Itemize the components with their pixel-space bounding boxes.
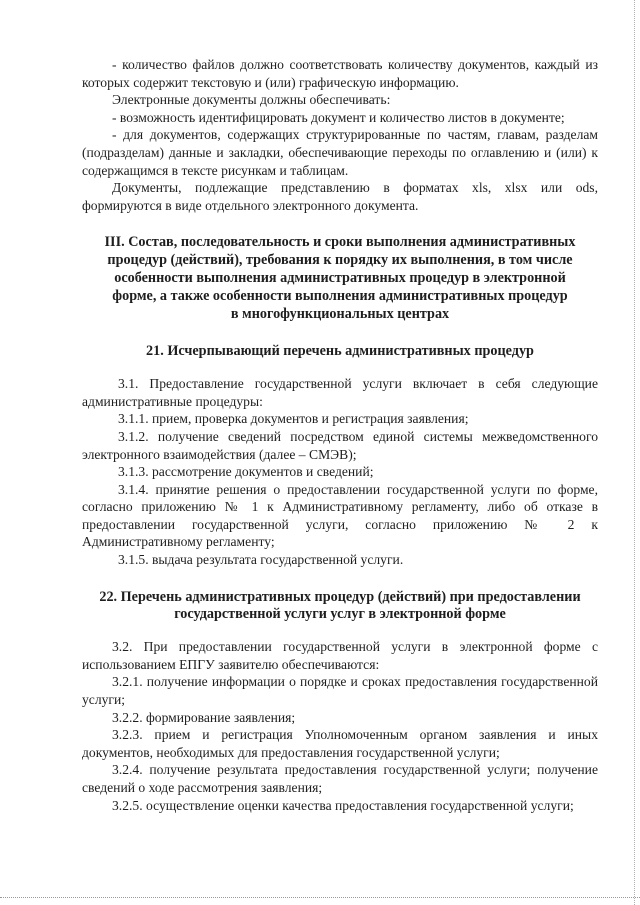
sub22-paragraph-6: 3.2.5. осуществление оценки качества предоставления государственной услуги; — [112, 797, 574, 813]
section_title-line-5: в многофункциональных центрах — [230, 305, 450, 322]
document-page — [82, 56, 598, 814]
sub22_title-line-1: 22. Перечень административных процедур (действий) при предоставлении — [99, 588, 581, 605]
subsection-21-body — [82, 375, 598, 569]
sub21-paragraph-2: 3.1.1. прием, проверка документов и регистрация заявления; — [118, 411, 469, 427]
section_title-line-2: процедур (действий), требования к порядку их выполнения, в том числе — [107, 252, 573, 269]
sub22-paragraph-2: 3.2.1. получение информации о порядке и сроках предоставления государственной услуги; — [82, 674, 598, 708]
subsection-21-title — [82, 343, 598, 361]
scan-edge-bottom — [0, 897, 640, 899]
intro-paragraph-2: Электронные документы должны обеспечивать: — [112, 92, 391, 108]
intro-paragraph-1: - количество файлов должно соответствовать количеству документов, каждый из которых содержит текстовую и (или) графическую информацию. — [82, 57, 598, 90]
intro-paragraph-4: - для документов, содержащих структурированные по частям, главам, разделам (подразделам) данные и закладки, обеспечивающие переходы по оглавлению и (или) к содержащимся в тексте рисункам и таблицам. — [82, 127, 598, 178]
sub21_title-line-1: 21. Исчерпывающий перечень административных процедур — [146, 343, 534, 360]
sub21-paragraph-4: 3.1.3. рассмотрение документов и сведений; — [118, 464, 374, 480]
sub22-paragraph-5: 3.2.4. получение результата предоставления государственной услуги; получение сведений о ходе рассмотрения заявления; — [82, 762, 598, 795]
subsection-22-title — [82, 589, 598, 625]
sub21-paragraph-6: 3.1.5. выдача результата государственной услуги. — [118, 552, 404, 568]
intro-block — [82, 56, 598, 214]
section-title — [82, 234, 598, 323]
sub22_title-line-2: государственной услуги услуг в электронной форме — [174, 606, 506, 623]
intro-paragraph-3: - возможность идентифицировать документ и количество листов в документе; — [112, 109, 565, 125]
sub21-paragraph-5: 3.1.4. принятие решения о предоставлении государственной услуги по форме, согласно приложению № 1 к Административному регламенту, либо об отказе в предоставлении государственной услуги, согласно приложению № 2 к Административному регламенту; — [82, 481, 598, 550]
sub21-paragraph-1: 3.1. Предоставление государственной услуги включает в себя следующие административные процедуры: — [82, 376, 598, 409]
intro-paragraph-5: Документы, подлежащие представлению в форматах xls, xlsx или ods, формируются в виде отдельного электронного документа. — [82, 180, 598, 213]
sub21-paragraph-3: 3.1.2. получение сведений посредством единой системы межведомственного электронного взаимодействия (далее – СМЭВ); — [82, 428, 598, 462]
section_title-line-1: III. Состав, последовательность и сроки выполнения административных — [104, 234, 576, 251]
section_title-line-4: форме, а также особенности выполнения административных процедур — [112, 287, 568, 304]
section_title-line-3: особенности выполнения административных процедур в электронной — [114, 269, 566, 286]
subsection-22-body — [82, 638, 598, 814]
sub22-paragraph-3: 3.2.2. формирование заявления; — [112, 709, 296, 725]
sub22-paragraph-1: 3.2. При предоставлении государственной услуги в электронной форме с использованием ЕПГУ заявителю обеспечиваются: — [82, 639, 598, 672]
sub22-paragraph-4: 3.2.3. прием и регистрация Уполномоченным органом заявления и иных документов, необходимых для предоставления государственной услуги; — [82, 727, 598, 760]
scan-edge-right — [634, 0, 636, 905]
